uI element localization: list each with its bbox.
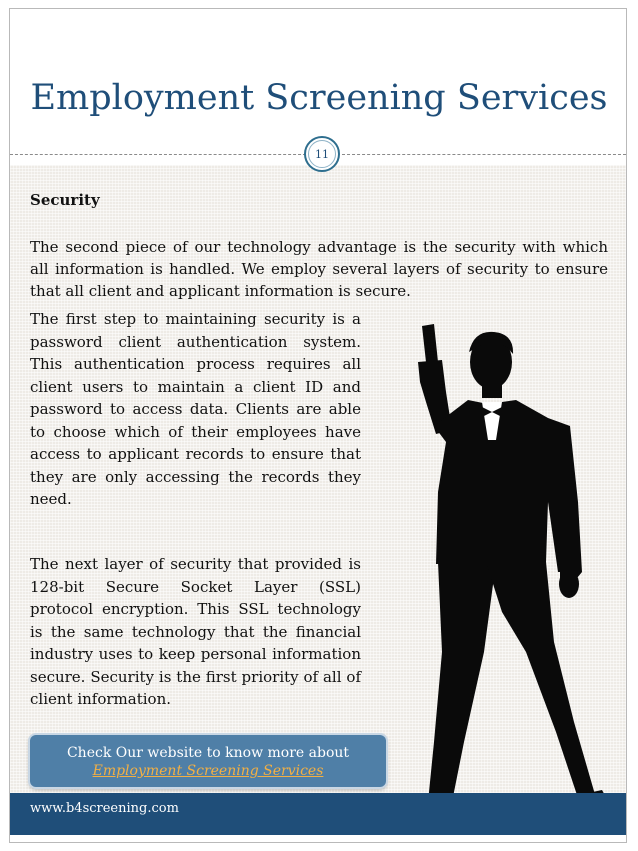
agent-with-pistol-silhouette-icon [376,322,618,842]
header-divider-left [10,154,306,155]
footer-bar [10,793,626,835]
page-title: Employment Screening Services [30,78,608,118]
authentication-paragraph: The first step to maintaining security is a password client authentication system. This authentication process requires all client users to maintain a client ID and password to access data. Clients are able to choose which of their employees have access to applicant records to ensure that they are only accessing the records they need. [30,310,361,508]
section-heading: Security [30,191,100,209]
intro-paragraph: The second piece of our technology advantage is the security with which all information is handled. We employ several layers of security to ensure that all client and applicant information is secure. [30,238,608,300]
website-cta-box[interactable] [30,735,386,787]
page-number: 11 [315,147,329,161]
header-divider-right [342,154,626,155]
cta-text: Check Our website to know more about [66,745,350,761]
footer-url[interactable]: www.b4screening.com [30,801,179,816]
encryption-paragraph: The next layer of security that provided is 128-bit Secure Socket Layer (SSL) protocol encryption. This SSL technology is the same technology that the financial industry uses to keep personal information secure. Security is the first priority of all of client information. [30,555,361,708]
cta-website-link[interactable]: Employment Screening Services [92,763,324,779]
page-number-badge [304,136,340,172]
